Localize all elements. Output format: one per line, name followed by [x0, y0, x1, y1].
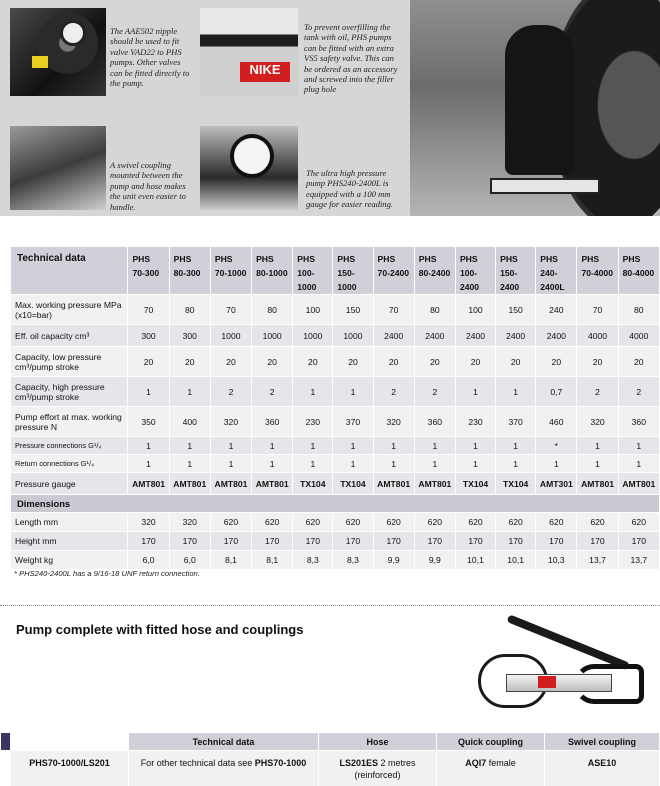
table-cell: 1	[455, 377, 495, 407]
table-cell: 20	[169, 347, 210, 377]
table-cell: 70	[373, 295, 414, 325]
row-label: Pump effort at max. working pressure N	[11, 407, 128, 437]
table-cell: 2400	[536, 325, 577, 347]
table-cell: 10,1	[496, 551, 536, 570]
model-number: 70-4000	[581, 268, 613, 278]
table-cell: 10,1	[455, 551, 495, 570]
table-cell: 1000	[252, 325, 293, 347]
table-cell: 2	[577, 377, 618, 407]
table-cell: AMT801	[414, 473, 455, 495]
table-cell: 2	[618, 377, 659, 407]
table-cell: 1	[577, 437, 618, 455]
table-cell: 20	[536, 347, 577, 377]
table-cell: 240	[536, 295, 577, 325]
table-row	[1, 751, 660, 786]
nipple-caption: The AAE502 nipple should be used to fit valve VAD22 to PHS pumps. Other valves can be fitted directly to the pump.	[110, 26, 190, 89]
table-cell: 300	[128, 325, 169, 347]
table-cell: TX104	[496, 473, 536, 495]
model-series: PHS	[297, 254, 315, 264]
model-column-header	[169, 247, 210, 295]
table-cell: 1	[618, 437, 659, 455]
quick-code: AQI7	[465, 758, 487, 768]
table-cell: 1	[496, 377, 536, 407]
table-cell: 0,7	[536, 377, 577, 407]
technical-data-heading: Technical data	[11, 247, 128, 295]
tank-photo	[200, 8, 298, 96]
model-column-header	[496, 247, 536, 295]
pump-complete-table	[0, 732, 660, 786]
table-cell: 620	[373, 513, 414, 532]
table-cell: 300	[169, 325, 210, 347]
table-cell: 2400	[414, 325, 455, 347]
table-cell: 170	[455, 532, 495, 551]
table-cell: 1	[293, 437, 333, 455]
table-cell: 1	[169, 455, 210, 473]
table-cell: 4000	[618, 325, 659, 347]
model-number: 80-1000	[256, 268, 288, 278]
table-cell: 1	[455, 455, 495, 473]
table-cell: 320	[210, 407, 251, 437]
table-cell: 20	[618, 347, 659, 377]
table-cell: 20	[333, 347, 373, 377]
pump-base-image	[574, 664, 644, 704]
table-cell: 100	[293, 295, 333, 325]
footnote: * PHS240-2400L has a 9/16-18 UNF return connection.	[14, 569, 200, 578]
table-cell: 620	[455, 513, 495, 532]
table-row	[11, 437, 660, 455]
swivel-photo	[10, 126, 106, 210]
table-cell: AMT801	[252, 473, 293, 495]
model-series: PHS	[622, 254, 641, 264]
table-cell: AMT801	[577, 473, 618, 495]
table-cell: 2400	[455, 325, 495, 347]
table-cell: 1	[618, 455, 659, 473]
gauge-photo	[200, 126, 298, 212]
table-cell: 1	[169, 437, 210, 455]
model-series: PHS	[540, 254, 558, 264]
worker-image	[505, 25, 575, 175]
table-cell: 170	[210, 532, 251, 551]
table-cell: 1	[333, 377, 373, 407]
table-cell: 170	[618, 532, 659, 551]
table-cell: 10,3	[536, 551, 577, 570]
accent-spacer	[1, 751, 11, 786]
table-cell: 360	[414, 407, 455, 437]
table-cell: 360	[252, 407, 293, 437]
row-label: Pressure connections G¹/₄	[11, 437, 128, 455]
gauge-caption: The ultra high pressure pump PHS240-2400L is equipped with a 100 mm gauge for easier reading.	[306, 168, 394, 210]
table-cell: 80	[169, 295, 210, 325]
model-column-header	[536, 247, 577, 295]
small-gauge-icon	[60, 20, 86, 46]
table-cell: 8,1	[210, 551, 251, 570]
table-cell: 1	[414, 437, 455, 455]
table-cell: 1	[414, 455, 455, 473]
table-cell: AMT801	[373, 473, 414, 495]
table-cell: 1	[577, 455, 618, 473]
nipple-photo	[10, 8, 106, 96]
table-cell: 1	[252, 455, 293, 473]
table-cell: 6,0	[169, 551, 210, 570]
table-cell: 4000	[577, 325, 618, 347]
table-cell: 1	[455, 437, 495, 455]
technical-data-body	[11, 247, 660, 570]
nike-logo: NIKE	[240, 62, 290, 82]
table-row	[11, 325, 660, 347]
model-number: 80-4000	[622, 268, 655, 278]
model-series: PHS	[256, 254, 274, 264]
technical-cell	[129, 751, 319, 786]
table-cell: 1	[333, 455, 373, 473]
table-cell: 320	[169, 513, 210, 532]
table-cell: 230	[293, 407, 333, 437]
yellow-valve-icon	[32, 56, 48, 68]
model-column-header	[128, 247, 169, 295]
pump-table-header	[1, 733, 660, 751]
table-cell: 170	[496, 532, 536, 551]
dimensions-header-row	[11, 495, 660, 513]
model-series: PHS	[459, 254, 478, 264]
row-label: Return connections G¹/₄	[11, 455, 128, 473]
header-technical-data: Technical data	[129, 733, 319, 751]
table-cell: 370	[333, 407, 373, 437]
table-cell: 20	[128, 347, 169, 377]
table-cell: 1	[128, 377, 169, 407]
model-number: 150-2400	[500, 268, 520, 292]
accent-bar	[1, 733, 11, 751]
model-column-header	[293, 247, 333, 295]
table-cell: TX104	[455, 473, 495, 495]
table-cell: 1	[128, 455, 169, 473]
model-cell: PHS70-1000/LS201	[11, 751, 129, 786]
table-cell: 80	[618, 295, 659, 325]
hose-cell	[319, 751, 437, 786]
model-number: 100-2400	[459, 268, 480, 292]
table-cell: 150	[496, 295, 536, 325]
table-row	[11, 532, 660, 551]
swivel-cell: ASE10	[545, 751, 660, 786]
table-cell: AMT801	[210, 473, 251, 495]
model-series: PHS	[418, 254, 437, 264]
table-cell: 9,9	[373, 551, 414, 570]
model-series: PHS	[581, 254, 600, 264]
model-column-header	[414, 247, 455, 295]
table-cell: 320	[373, 407, 414, 437]
worker-photo	[410, 0, 660, 216]
table-cell: 170	[373, 532, 414, 551]
model-number: 150-1000	[337, 268, 357, 292]
model-column-header	[577, 247, 618, 295]
quick-coupling-cell	[437, 751, 545, 786]
table-cell: TX104	[333, 473, 373, 495]
table-cell: 20	[293, 347, 333, 377]
table-cell: 70	[128, 295, 169, 325]
row-label: Capacity, high pressure cm³/pump stroke	[11, 377, 128, 407]
table-cell: 620	[252, 513, 293, 532]
swivel-caption: A swivel coupling mounted between the pump and hose makes the unit even easier to handle.	[110, 160, 186, 212]
tank-caption: To prevent overfilling the tank with oil, PHS pumps can be fitted with an extra VS5 safety valve. This can be ordered as an accessory and screwed into the filler plug hole	[304, 22, 398, 95]
table-cell: 620	[577, 513, 618, 532]
table-cell: 620	[293, 513, 333, 532]
model-series: PHS	[214, 254, 233, 264]
table-cell: 1	[169, 377, 210, 407]
model-series: PHS	[500, 254, 518, 264]
model-header	[11, 733, 129, 751]
table-cell: 170	[252, 532, 293, 551]
table-cell: 620	[536, 513, 577, 532]
pressure-gauge-icon	[230, 134, 274, 178]
table-cell: 170	[333, 532, 373, 551]
model-number: 240-2400L	[540, 268, 565, 292]
table-cell: TX104	[293, 473, 333, 495]
row-label: Pressure gauge	[11, 473, 128, 495]
table-cell: AMT801	[128, 473, 169, 495]
table-cell: 170	[293, 532, 333, 551]
pump-label-image	[538, 676, 556, 688]
table-cell: 8,1	[252, 551, 293, 570]
table-cell: 2	[414, 377, 455, 407]
section-title: Pump complete with fitted hose and couplings	[16, 622, 304, 637]
table-cell: 400	[169, 407, 210, 437]
model-series: PHS	[337, 254, 356, 264]
table-cell: 20	[414, 347, 455, 377]
table-cell: 170	[536, 532, 577, 551]
row-label: Max. working pressure MPa (x10=bar)	[11, 295, 128, 325]
table-row	[11, 407, 660, 437]
technical-data-table	[10, 246, 660, 570]
table-cell: 2400	[496, 325, 536, 347]
table-cell: 20	[210, 347, 251, 377]
table-cell: 620	[618, 513, 659, 532]
table-cell: 350	[128, 407, 169, 437]
dimensions-heading: Dimensions	[11, 495, 660, 513]
table-cell: 2	[373, 377, 414, 407]
table-cell: 1000	[333, 325, 373, 347]
row-label: Length mm	[11, 513, 128, 532]
table-cell: 320	[128, 513, 169, 532]
table-cell: 80	[414, 295, 455, 325]
model-series: PHS	[132, 254, 151, 264]
model-column-header	[252, 247, 293, 295]
table-cell: 1	[252, 437, 293, 455]
model-column-header	[455, 247, 495, 295]
row-label: Weight kg	[11, 551, 128, 570]
table-cell: 100	[455, 295, 495, 325]
table-cell: 320	[577, 407, 618, 437]
model-series: PHS	[377, 254, 396, 264]
table-cell: 20	[455, 347, 495, 377]
table-cell: 2400	[373, 325, 414, 347]
table-row	[11, 347, 660, 377]
table-cell: 1	[293, 455, 333, 473]
table-cell: *	[536, 437, 577, 455]
model-number: 80-2400	[418, 268, 451, 278]
table-row	[11, 551, 660, 570]
table-cell: 460	[536, 407, 577, 437]
hose-code: LS201ES	[339, 758, 378, 768]
table-cell: 150	[333, 295, 373, 325]
row-label: Eff. oil capacity cm³	[11, 325, 128, 347]
table-cell: 20	[252, 347, 293, 377]
table-cell: 170	[169, 532, 210, 551]
model-column-header	[210, 247, 251, 295]
table-row	[11, 473, 660, 495]
photo-strip	[0, 0, 660, 216]
table-cell: 13,7	[577, 551, 618, 570]
pump-image	[490, 178, 600, 194]
table-cell: 1	[333, 437, 373, 455]
table-cell: AMT801	[169, 473, 210, 495]
table-cell: 1	[128, 437, 169, 455]
table-margin	[0, 246, 9, 563]
table-cell: 1	[496, 455, 536, 473]
model-number: 70-1000	[214, 268, 247, 278]
table-cell: 1	[210, 455, 251, 473]
table-cell: 70	[577, 295, 618, 325]
table-row	[11, 295, 660, 325]
table-cell: 1000	[293, 325, 333, 347]
header-hose: Hose	[319, 733, 437, 751]
technical-header-row	[11, 247, 660, 295]
table-row	[11, 513, 660, 532]
table-cell: 9,9	[414, 551, 455, 570]
table-cell: 230	[455, 407, 495, 437]
table-cell: 1	[536, 455, 577, 473]
table-cell: 360	[618, 407, 659, 437]
table-cell: 1	[496, 437, 536, 455]
header-swivel-coupling: Swivel coupling	[545, 733, 660, 751]
table-cell: 70	[210, 295, 251, 325]
quick-desc: female	[486, 758, 516, 768]
table-cell: 2	[252, 377, 293, 407]
table-cell: 620	[414, 513, 455, 532]
table-cell: 13,7	[618, 551, 659, 570]
table-cell: 8,3	[293, 551, 333, 570]
section-divider	[0, 605, 660, 606]
model-series: PHS	[173, 254, 192, 264]
table-cell: 1	[373, 455, 414, 473]
table-cell: 20	[373, 347, 414, 377]
model-column-header	[618, 247, 659, 295]
table-cell: 2	[210, 377, 251, 407]
model-number: 70-2400	[377, 268, 410, 278]
model-number: 80-300	[173, 268, 201, 278]
table-cell: 1	[373, 437, 414, 455]
model-column-header	[373, 247, 414, 295]
table-cell: 1	[293, 377, 333, 407]
table-cell: 1000	[210, 325, 251, 347]
table-cell: 20	[496, 347, 536, 377]
table-cell: 1	[210, 437, 251, 455]
pump-with-hose-photo	[478, 612, 654, 722]
table-cell: 8,3	[333, 551, 373, 570]
table-cell: AMT301	[536, 473, 577, 495]
hose-note: (reinforced)	[354, 770, 401, 780]
row-label: Height mm	[11, 532, 128, 551]
model-column-header	[333, 247, 373, 295]
row-label: Capacity, low pressure cm³/pump stroke	[11, 347, 128, 377]
table-cell: 620	[333, 513, 373, 532]
table-row	[11, 455, 660, 473]
table-cell: 620	[210, 513, 251, 532]
table-cell: 170	[128, 532, 169, 551]
table-cell: 170	[414, 532, 455, 551]
technical-ref: PHS70-1000	[254, 758, 307, 768]
table-cell: AMT801	[618, 473, 659, 495]
model-number: 70-300	[132, 268, 160, 278]
table-cell: 80	[252, 295, 293, 325]
table-cell: 20	[577, 347, 618, 377]
table-cell: 170	[577, 532, 618, 551]
hose-desc: 2 metres	[378, 758, 416, 768]
table-cell: 620	[496, 513, 536, 532]
table-cell: 6,0	[128, 551, 169, 570]
header-quick-coupling: Quick coupling	[437, 733, 545, 751]
model-number: 100-1000	[297, 268, 317, 292]
table-row	[11, 377, 660, 407]
table-cell: 370	[496, 407, 536, 437]
technical-prefix: For other technical data see	[140, 758, 255, 768]
